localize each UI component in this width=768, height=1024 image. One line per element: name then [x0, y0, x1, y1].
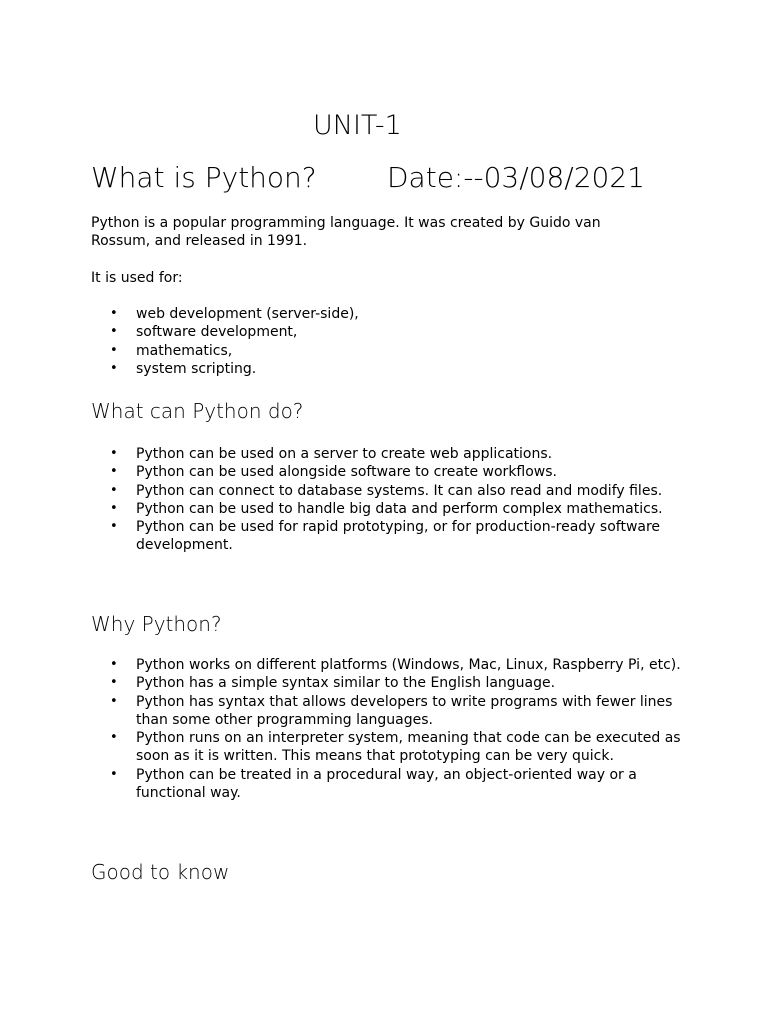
list-item: • Python can connect to database systems. It can also read and modify files.	[91, 482, 691, 500]
used-for-label: It is used for:	[91, 270, 183, 286]
list-item: • Python can be treated in a procedural way, an object-oriented way or a functional way.	[91, 766, 691, 803]
section-heading-why-python: Why Python?	[91, 612, 222, 636]
list-item: • Python has a simple syntax similar to the English language.	[91, 674, 691, 692]
list-item: • system scripting.	[91, 360, 691, 378]
list-item: • software development,	[91, 323, 691, 341]
title-row	[91, 158, 711, 198]
page-title: What is Python?	[91, 161, 317, 194]
uses-list	[91, 305, 691, 378]
list-item: • Python works on different platforms (Windows, Mac, Linux, Raspberry Pi, etc).	[91, 656, 691, 674]
section-heading-good-to-know: Good to know	[91, 860, 230, 884]
list-item: • Python can be used on a server to create web applications.	[91, 445, 691, 463]
list-item: • Python can be used for rapid prototyping, or for production-ready software development.	[91, 518, 691, 555]
list-item: • Python can be used to handle big data and perform complex mathematics.	[91, 500, 691, 518]
section-heading-what-can-python-do: What can Python do?	[91, 399, 304, 423]
list-item: • mathematics,	[91, 342, 691, 360]
reasons-list	[91, 656, 691, 802]
unit-title: UNIT-1	[313, 110, 402, 141]
list-item: • Python has syntax that allows developers to write programs with fewer lines than some other programming languages.	[91, 693, 691, 730]
capabilities-list	[91, 445, 691, 555]
document-date: Date:--03/08/2021	[387, 161, 645, 194]
intro-paragraph: Python is a popular programming language. It was created by Guido van Rossum, and released in 1991.	[91, 215, 601, 249]
list-item: • web development (server-side),	[91, 305, 691, 323]
list-item: • Python runs on an interpreter system, meaning that code can be executed as soon as it is written. This means that prototyping can be very quick.	[91, 729, 691, 766]
list-item: • Python can be used alongside software to create workflows.	[91, 463, 691, 481]
